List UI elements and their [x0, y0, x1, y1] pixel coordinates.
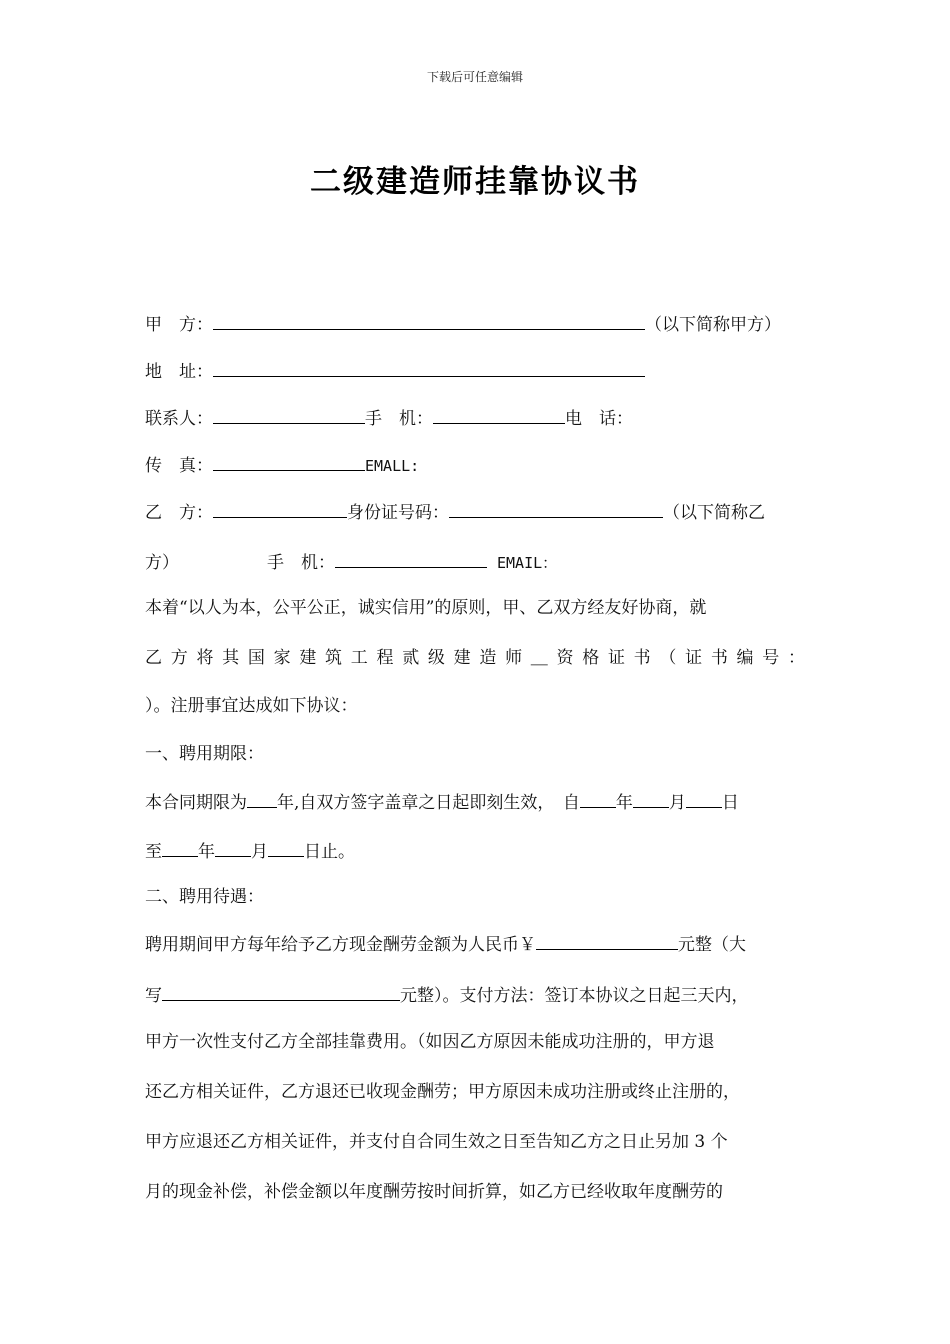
term-text: 月 [668, 793, 686, 813]
pay-amount-words-blank[interactable] [162, 982, 400, 1001]
intro-line-2: 乙方将其国家建筑工程贰级建造师＿资格证书（证书编号： [145, 648, 805, 668]
section-1-heading: 一、聘用期限： [145, 744, 264, 764]
pay-line-5: 甲方应退还乙方相关证件，并支付自合同生效之日至告知乙方之日止另加 3 个 [145, 1132, 728, 1152]
term-text: 年 [615, 793, 633, 813]
term-text: 月 [251, 842, 268, 862]
party-b-suffix-2: 方） [145, 553, 179, 573]
mobile-blank[interactable] [433, 405, 565, 424]
address-line [145, 358, 645, 384]
pay-text: 写 [145, 986, 162, 1006]
end-month-blank[interactable] [215, 838, 251, 857]
party-b-line [145, 499, 765, 525]
party-b-mobile-blank[interactable] [335, 549, 487, 568]
party-a-line [145, 311, 781, 337]
term-line-1 [145, 789, 739, 815]
fax-line [145, 452, 419, 478]
section-2-heading: 二、聘用待遇： [145, 887, 264, 907]
term-text: 日 [721, 793, 739, 813]
term-text: 本合同期限为 [145, 793, 247, 813]
pay-line-6: 月的现金补偿，补偿金额以年度酬劳按时间折算，如乙方已经收取年度酬劳的 [145, 1182, 723, 1202]
pay-text: 元整）。支付方法：签订本协议之日起三天内， [400, 986, 749, 1006]
party-a-blank[interactable] [213, 311, 645, 330]
pay-line-4: 还乙方相关证件，乙方退还已收现金酬劳；甲方原因未成功注册或终止注册的， [145, 1082, 740, 1102]
id-number-blank[interactable] [449, 499, 663, 518]
id-number-label: 身份证号码： [347, 503, 449, 523]
party-a-label: 甲 方： [145, 315, 213, 335]
start-month-blank[interactable] [633, 789, 669, 808]
contact-line [145, 405, 633, 431]
phone-label: 电 话： [565, 409, 633, 429]
address-blank[interactable] [213, 358, 645, 377]
party-a-suffix: （以下简称甲方） [645, 315, 781, 335]
end-year-blank[interactable] [162, 838, 198, 857]
header-note: 下载后可任意编辑 [426, 70, 523, 84]
fax-blank[interactable] [213, 452, 365, 471]
pay-text: 元整（大 [678, 935, 746, 955]
party-b-mobile-label: 手 机： [267, 553, 335, 573]
party-b-label: 乙 方： [145, 503, 213, 523]
term-line-2 [145, 838, 355, 864]
end-day-blank[interactable] [268, 838, 304, 857]
start-day-blank[interactable] [686, 789, 722, 808]
address-label: 地 址： [145, 362, 213, 382]
email-label-b: EMAIL： [497, 554, 558, 572]
pay-line-2 [145, 982, 749, 1008]
contact-label: 联系人： [145, 409, 213, 429]
pay-text: 聘用期间甲方每年给予乙方现金酬劳金额为人民币￥ [145, 935, 536, 955]
intro-line-1: 本着“以人为本，公平公正，诚实信用”的原则，甲、乙双方经友好协商，就 [145, 598, 707, 618]
term-text: 年,自双方签字盖章之日起即刻生效， 自 [277, 793, 580, 813]
email-label-a: EMALL: [365, 457, 420, 475]
party-b-line-2 [145, 549, 557, 575]
term-text: 年 [198, 842, 215, 862]
intro-line-3: ）。注册事宜达成如下协议： [145, 696, 358, 716]
party-b-blank[interactable] [213, 499, 347, 518]
mobile-label: 手 机： [365, 409, 433, 429]
fax-label: 传 真： [145, 456, 213, 476]
pay-line-1 [145, 931, 746, 957]
pay-amount-blank[interactable] [536, 931, 678, 950]
start-year-blank[interactable] [580, 789, 616, 808]
document-title: 二级建造师挂靠协议书 [310, 164, 640, 200]
term-text: 至 [145, 842, 162, 862]
contact-blank[interactable] [213, 405, 365, 424]
term-text: 日止。 [304, 842, 355, 862]
pay-line-3: 甲方一次性支付乙方全部挂靠费用。（如因乙方原因未能成功注册的，甲方退 [145, 1032, 715, 1052]
term-years-blank[interactable] [247, 789, 277, 808]
party-b-suffix: （以下简称乙 [663, 503, 765, 523]
